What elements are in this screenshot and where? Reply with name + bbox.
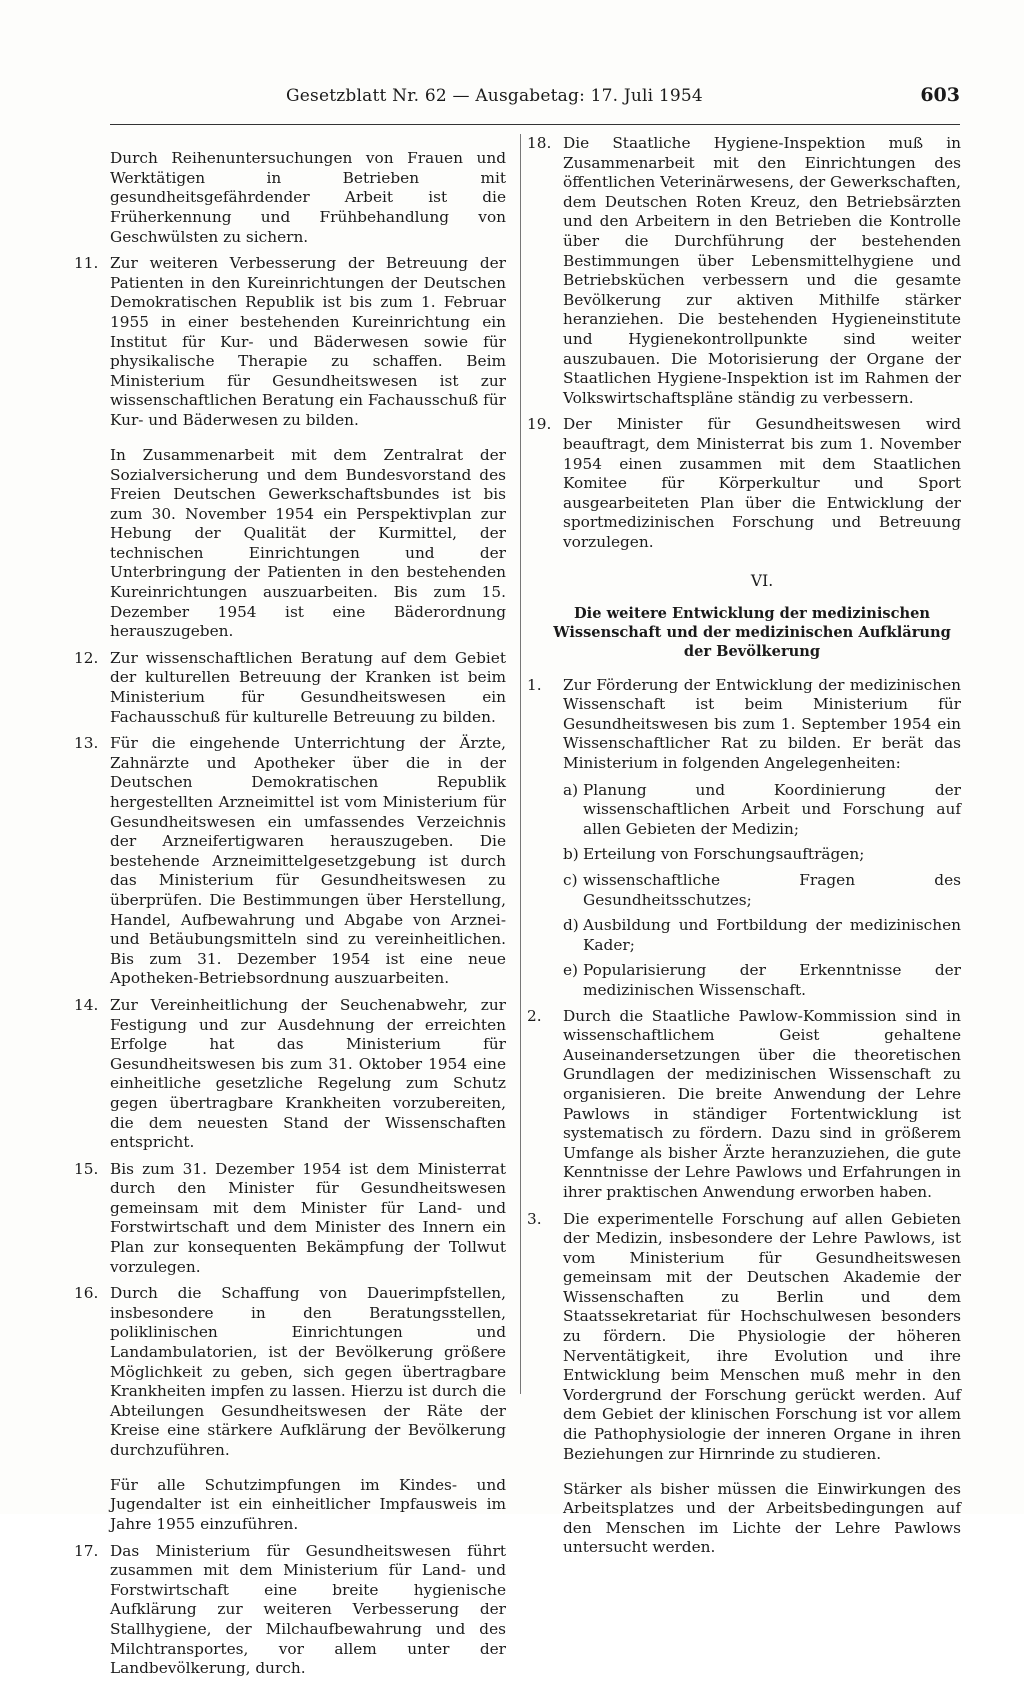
item-text: Das Ministerium für Gesundheitswesen führt zusammen mit dem Ministerium für Land- und Forstwirtschaft eine breite hygienische Aufklärung zur weiteren Verbesserung der Stallhygiene, der Milchaufbewahrung und des Milchtransportes, vor allem unter der Landbevölkerung, durch. bbox=[110, 1541, 506, 1678]
item-text: Durch die Schaffung von Dauerimpfstellen, insbesondere in den Beratungsstellen, poliklinischen Einrichtungen und Landambulatorien, ist der Bevölkerung größere Möglichkeit zu geben, sich gegen übertragbare Krankheiten impfen zu lassen. Hierzu ist durch die Abteilungen Gesundheitswesen der Räte der Kreise eine stärkere Aufklärung der Bevölkerung durchzuführen. bbox=[110, 1284, 506, 1459]
sub-item-text: Popularisierung der Erkenntnisse der medizinischen Wissenschaft. bbox=[583, 961, 961, 999]
sub-item-e bbox=[563, 961, 961, 1000]
list-item-18 bbox=[527, 134, 961, 408]
item-text: Zur weiteren Verbesserung der Betreuung der Patienten in den Kureinrichtungen der Deutschen Demokratischen Republik ist bis zum 1. Februar 1955 in einer bestehenden Kureinrichtung ein Institut für Kur- und Bäderwesen sowie für physikalische Therapie zu schaffen. Beim Ministerium für Gesundheitswesen ist zur wissenschaftlichen Beratung ein Fachausschuß für Kur- und Bäderwesen zu bilden. bbox=[110, 254, 506, 430]
item-continuation: In Zusammenarbeit mit dem Zentralrat der Sozialversicherung und dem Bundesvorstand des Freien Deutschen Gewerkschaftsbundes ist bis zum 30. November 1954 ein Perspektivplan zur Hebung der Qualität der Kurmittel, der technischen Einrichtungen und der Unterbringung der Patienten in den bestehenden Kureinrichtungen auszuarbeiten. Bis zum 15. Dezember 1954 ist eine Bäderordnung herauszugeben. bbox=[110, 445, 506, 641]
sub-item-letter: e) bbox=[563, 961, 579, 980]
sub-item-text: Erteilung von Forschungsaufträgen; bbox=[583, 845, 865, 864]
item-text: Die Staatliche Hygiene-Inspektion muß in Zusammenarbeit mit den Einrichtungen des öffentlichen Veterinärwesens, der Gewerkschaften, dem Deutschen Roten Kreuz, den Betriebsärzten und den Arbeitern in den Betrieben die Kontrolle über die Durchführung der bestehenden Bestimmungen über Lebensmittelhygiene und Betriebsküchen verbessern und die gesamte Bevölkerung zur aktiven Mithilfe stärker heranziehen. Die bestehenden Hygieneinstitute und Hygienekontrollpunkte sind weiter auszubauen. Die Motorisierung der Organe der Staatlichen Hygiene-Inspektion ist im Rahmen der Volkswirtschaftspläne ständig zu verbessern. bbox=[563, 134, 961, 407]
item-text: Bis zum 31. Dezember 1954 ist dem Ministerrat durch den Minister für Gesundheitswesen gemeinsam mit dem Minister für Land- und Forstwirtschaft und dem Minister des Innern ein Plan zur konsequenten Bekämpfung der Tollwut vorzulegen. bbox=[110, 1159, 506, 1276]
item-text: Die experimentelle Forschung auf allen Gebieten der Medizin, insbesondere der Lehre Pawlows, ist vom Ministerium für Gesundheitswesen gemeinsam mit der Deutschen Akademie der Wissenschaften zu Berlin und dem Staatssekretariat für Hochschulwesen besonders zu fördern. Die Physiologie der höheren Nerventätigkeit, ihre Evolution und ihre Entwicklung beim Menschen muß mehr in den Vordergrund der Forschung gerückt werden. Auf dem Gebiet der klinischen Forschung ist vor allem die Pathophysiologie der inneren Organe in ihren Beziehungen zur Hirnrinde zu studieren. bbox=[563, 1209, 961, 1463]
item-text: Zur Vereinheitlichung der Seuchenabwehr, zur Festigung und zur Ausdehnung der erreichten Erfolge hat das Ministerium für Gesundheitswesen bis zum 31. Oktober 1954 eine einheitliche gesetzliche Regelung zum Schutz gegen übertragbare Krankheiten vorzubereiten, die dem neuesten Stand der Wissenschaften entspricht. bbox=[110, 995, 506, 1152]
item-text: Zur Förderung der Entwicklung der medizinischen Wissenschaft ist beim Ministerium für Gesundheitswesen bis zum 1. September 1954 ein Wissenschaftlicher Rat zu bilden. Er berät das Ministerium in folgenden Angelegenheiten: bbox=[563, 675, 961, 773]
item-number: 11. bbox=[74, 254, 99, 273]
item-number: 16. bbox=[74, 1284, 99, 1303]
item-continuation: Für alle Schutzimpfungen im Kindes- und Jugendalter ist ein einheitlicher Impfausweis im Jahre 1955 einzuführen. bbox=[110, 1475, 506, 1534]
section-heading: Die weitere Entwicklung der medizinischen Wissenschaft und der medizinischen Aufklärung der Bevölkerung bbox=[553, 605, 951, 661]
item-number: 12. bbox=[74, 648, 99, 667]
header-rule bbox=[110, 124, 960, 125]
right-column bbox=[527, 134, 961, 1565]
column-divider bbox=[520, 134, 521, 1394]
sub-item-letter: d) bbox=[563, 916, 579, 935]
item-continuation: Stärker als bisher müssen die Einwirkungen des Arbeitsplatzes und der Arbeitsbedingungen auf den Menschen im Lichte der Lehre Pawlows untersucht werden. bbox=[563, 1479, 961, 1557]
item-number: 2. bbox=[527, 1006, 542, 1025]
sub-item-b bbox=[563, 845, 961, 865]
item-number: 13. bbox=[74, 734, 99, 753]
left-column bbox=[74, 134, 506, 1686]
item-number: 19. bbox=[527, 415, 552, 434]
sub-item-text: Planung und Koordinierung der wissenschaftlichen Arbeit und Forschung auf allen Gebieten der Medizin; bbox=[583, 780, 961, 838]
list-item-12 bbox=[74, 649, 506, 727]
section-number: VI. bbox=[750, 572, 774, 591]
sub-item-c bbox=[563, 871, 961, 910]
sub-item-letter: b) bbox=[563, 845, 579, 864]
item-number: 17. bbox=[74, 1541, 99, 1560]
sub-item-a bbox=[563, 781, 961, 840]
list-item-14 bbox=[74, 996, 506, 1153]
item-number: 18. bbox=[527, 134, 552, 152]
item-text: Zur wissenschaftlichen Beratung auf dem Gebiet der kulturellen Betreuung der Kranken ist beim Ministerium für Gesundheitswesen ein Fachausschuß für kulturelle Betreuung zu bilden. bbox=[110, 648, 506, 726]
sub-item-d bbox=[563, 916, 961, 955]
sub-item-text: wissenschaftliche Fragen des Gesundheitsschutzes; bbox=[583, 871, 961, 909]
header-title: Gesetzblatt Nr. 62 — Ausgabetag: 17. Juli 1954 bbox=[286, 86, 703, 106]
list-item-13 bbox=[74, 734, 506, 989]
item-number: 3. bbox=[527, 1209, 542, 1228]
sub-item-letter: a) bbox=[563, 780, 579, 799]
list-item-16 bbox=[74, 1284, 506, 1460]
item-text: Der Minister für Gesundheitswesen wird beauftragt, dem Ministerrat bis zum 1. November 1954 einen zusammen mit dem Staatlichen Komitee für Körperkultur und Sport ausgearbeiteten Plan über die Entwicklung der sportmedizinischen Forschung und Betreuung vorzulegen. bbox=[563, 415, 961, 551]
list-item-1 bbox=[527, 676, 961, 774]
page-header bbox=[230, 86, 960, 116]
item-text: Durch die Staatliche Pawlow-Kommission sind in wissenschaftlichem Geist gehaltene Auseinandersetzungen über die theoretischen Grundlagen der medizinischen Wissenschaft zu organisieren. Die breite Anwendung der Lehre Pawlows in ständiger Fortentwicklung ist systematisch zu fördern. Dazu sind in größerem Umfange als bisher Ärzte heranzuziehen, die gute Kenntnisse der Lehre Pawlows und Erfahrungen in ihrer praktischen Anwendung erworben haben. bbox=[563, 1006, 961, 1201]
sub-item-text: Ausbildung und Fortbildung der medizinischen Kader; bbox=[583, 916, 961, 954]
list-item-2 bbox=[527, 1007, 961, 1203]
item-number: 14. bbox=[74, 995, 99, 1014]
list-item-17 bbox=[74, 1542, 506, 1679]
list-item-11 bbox=[74, 254, 506, 430]
item-text: Für die eingehende Unterrichtung der Ärzte, Zahnärzte und Apotheker über die in der Deutschen Demokratischen Republik hergestellten Arzneimittel ist vom Ministerium für Gesundheitswesen ein umfassendes Verzeichnis der Arzneifertigwaren herauszugeben. Die bestehende Arzneimittelgesetzgebung ist durch das Ministerium für Gesundheitswesen zu überprüfen. Die Bestimmungen über Herstellung, Handel, Aufbewahrung und Abgabe von Arznei- und Betäubungsmitteln sind zu vereinheitlichen. Bis zum 31. Dezember 1954 ist eine neue Apotheken-Betriebsordnung auszuarbeiten. bbox=[110, 734, 506, 988]
sub-item-letter: c) bbox=[563, 871, 578, 890]
page-number: 603 bbox=[920, 84, 960, 106]
list-item-15 bbox=[74, 1160, 506, 1278]
item-number: 15. bbox=[74, 1159, 99, 1178]
item-number: 1. bbox=[527, 675, 542, 694]
list-item-19 bbox=[527, 415, 961, 552]
list-item-3 bbox=[527, 1210, 961, 1465]
intro-paragraph: Durch Reihenuntersuchungen von Frauen und Werktätigen in Betrieben mit gesundheitsgefährdender Arbeit ist die Früherkennung und Frühbehandlung von Geschwülsten zu sichern. bbox=[110, 149, 506, 246]
